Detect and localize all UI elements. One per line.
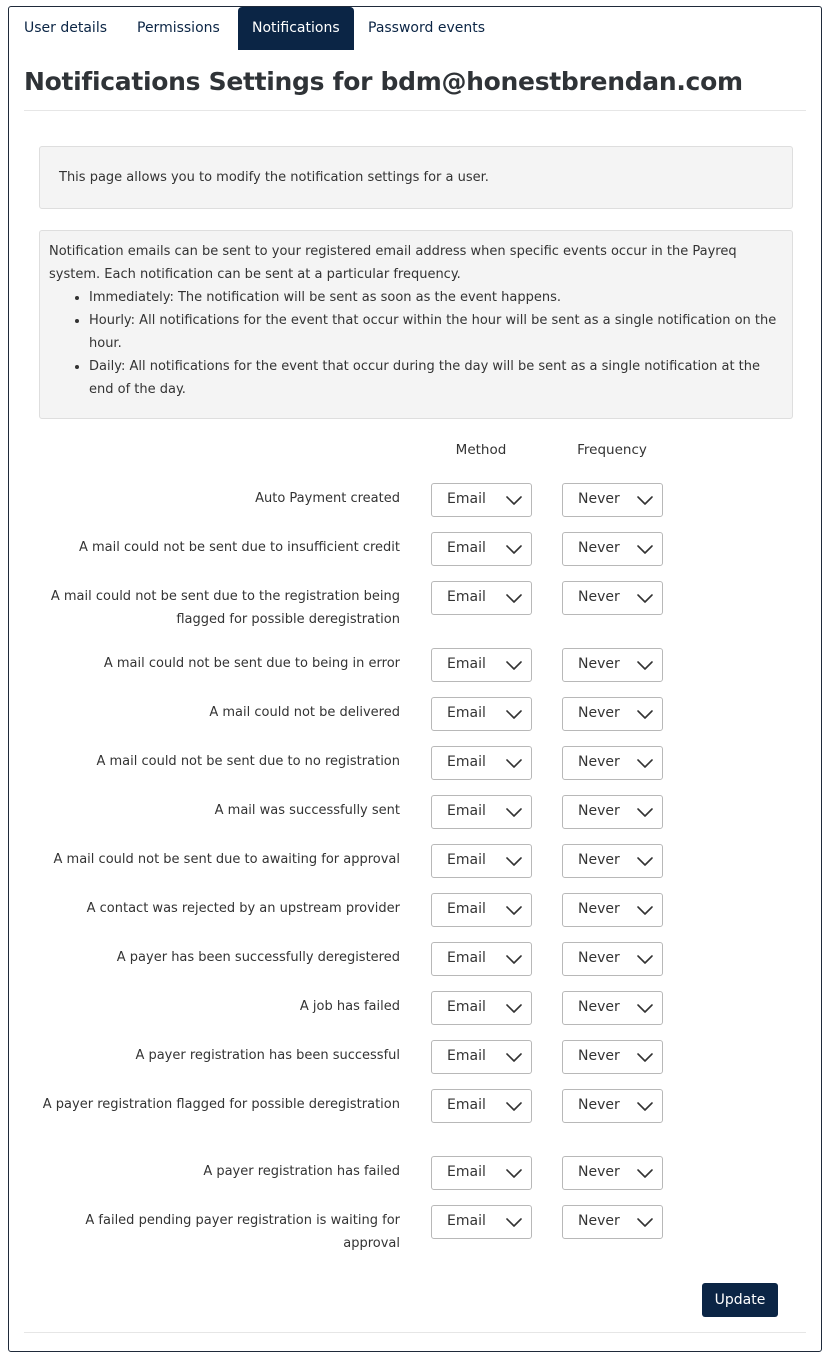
chevron-down-icon <box>636 1165 654 1183</box>
chevron-down-icon <box>505 902 523 920</box>
method-select[interactable] <box>431 1205 532 1239</box>
chevron-down-icon <box>505 657 523 675</box>
method-value: Email <box>447 540 486 556</box>
method-value: Email <box>447 950 486 966</box>
tab-notifications[interactable]: Notifications <box>238 7 354 50</box>
chevron-down-icon <box>636 951 654 969</box>
method-value: Email <box>447 901 486 917</box>
frequency-column-header: Frequency <box>577 442 647 458</box>
frequency-value: Never <box>578 540 620 556</box>
method-value: Email <box>447 705 486 721</box>
info-notice <box>39 230 793 419</box>
tab-password-events[interactable]: Password events <box>368 20 486 36</box>
notification-label: A failed pending payer registration is waiting for approval <box>85 1213 400 1251</box>
frequency-value: Never <box>578 950 620 966</box>
method-select[interactable] <box>431 532 532 566</box>
notification-label: A payer registration has failed <box>203 1164 400 1179</box>
chevron-down-icon <box>636 590 654 608</box>
method-value: Email <box>447 999 486 1015</box>
chevron-down-icon <box>636 706 654 724</box>
frequency-select[interactable] <box>562 1040 663 1074</box>
method-value: Email <box>447 852 486 868</box>
chevron-down-icon <box>636 1098 654 1116</box>
frequency-value: Never <box>578 705 620 721</box>
frequency-select[interactable] <box>562 1156 663 1190</box>
method-select[interactable] <box>431 1040 532 1074</box>
notification-label: A payer registration flagged for possible deregistration <box>42 1097 400 1112</box>
chevron-down-icon <box>636 755 654 773</box>
frequency-value: Never <box>578 1213 620 1229</box>
chevron-down-icon <box>505 590 523 608</box>
bottom-divider <box>24 1332 806 1333</box>
frequency-select[interactable] <box>562 795 663 829</box>
chevron-down-icon <box>505 1000 523 1018</box>
method-value: Email <box>447 754 486 770</box>
method-value: Email <box>447 589 486 605</box>
notification-label: A job has failed <box>299 999 400 1014</box>
chevron-down-icon <box>636 541 654 559</box>
info-paragraph: Notification emails can be sent to your registered email address when specific events occur in the Payreq system. Each notification can be sent at a particular frequency. <box>49 244 737 282</box>
chevron-down-icon <box>636 1049 654 1067</box>
chevron-down-icon <box>505 951 523 969</box>
method-select[interactable] <box>431 648 532 682</box>
intro-text: This page allows you to modify the notification settings for a user. <box>59 170 489 185</box>
notification-label: A contact was rejected by an upstream provider <box>86 901 400 916</box>
chevron-down-icon <box>505 1098 523 1116</box>
method-select[interactable] <box>431 581 532 615</box>
chevron-down-icon <box>505 706 523 724</box>
notification-label: A mail could not be sent due to being in error <box>103 656 400 671</box>
chevron-down-icon <box>505 492 523 510</box>
frequency-value: Never <box>578 901 620 917</box>
frequency-list <box>49 286 783 401</box>
frequency-value: Never <box>578 803 620 819</box>
frequency-select[interactable] <box>562 1205 663 1239</box>
chevron-down-icon <box>505 755 523 773</box>
method-column-header: Method <box>455 442 507 458</box>
frequency-value: Never <box>578 491 620 507</box>
chevron-down-icon <box>636 1000 654 1018</box>
method-value: Email <box>447 656 486 672</box>
intro-notice <box>39 146 793 209</box>
frequency-value: Never <box>578 852 620 868</box>
method-value: Email <box>447 1097 486 1113</box>
notification-label: A mail could not be sent due to insufficient credit <box>78 540 400 555</box>
notification-label: A mail could not be sent due to no registration <box>96 754 400 769</box>
frequency-value: Never <box>578 999 620 1015</box>
notification-label: A mail could not be sent due to the registration being flagged for possible deregistration <box>50 589 400 627</box>
frequency-value: Never <box>578 1164 620 1180</box>
frequency-select[interactable] <box>562 746 663 780</box>
method-select[interactable] <box>431 483 532 517</box>
method-select[interactable] <box>431 991 532 1025</box>
page-title: Notifications Settings for bdm@honestbrendan.com <box>24 67 743 96</box>
frequency-select[interactable] <box>562 991 663 1025</box>
chevron-down-icon <box>505 541 523 559</box>
method-value: Email <box>447 1048 486 1064</box>
method-select[interactable] <box>431 844 532 878</box>
frequency-value: Never <box>578 1048 620 1064</box>
chevron-down-icon <box>636 853 654 871</box>
frequency-list-item: • Daily: All notifications for the event that occur during the day will be sent as a single notification at the end of the day. <box>89 355 783 401</box>
frequency-value: Never <box>578 1097 620 1113</box>
update-button[interactable]: Update <box>702 1283 778 1317</box>
method-select[interactable] <box>431 1156 532 1190</box>
method-select[interactable] <box>431 697 532 731</box>
tab-permissions[interactable]: Permissions <box>137 20 220 36</box>
frequency-select[interactable] <box>562 483 663 517</box>
tab-user-details[interactable]: User details <box>24 20 108 36</box>
chevron-down-icon <box>636 1214 654 1232</box>
method-value: Email <box>447 803 486 819</box>
notification-label: A payer registration has been successful <box>135 1048 400 1063</box>
chevron-down-icon <box>505 853 523 871</box>
frequency-select[interactable] <box>562 581 663 615</box>
method-select[interactable] <box>431 746 532 780</box>
method-select[interactable] <box>431 893 532 927</box>
tab-bar <box>9 7 821 51</box>
chevron-down-icon <box>636 902 654 920</box>
frequency-select[interactable] <box>562 893 663 927</box>
title-divider <box>24 110 806 111</box>
frequency-select[interactable] <box>562 942 663 976</box>
method-select[interactable] <box>431 1089 532 1123</box>
chevron-down-icon <box>636 657 654 675</box>
notification-label: Auto Payment created <box>255 491 400 506</box>
chevron-down-icon <box>505 1049 523 1067</box>
frequency-value: Never <box>578 589 620 605</box>
notification-label: A payer has been successfully deregistered <box>116 950 400 965</box>
method-select[interactable] <box>431 942 532 976</box>
frequency-select[interactable] <box>562 532 663 566</box>
frequency-value: Never <box>578 656 620 672</box>
frequency-select[interactable] <box>562 648 663 682</box>
frequency-list-item: • Immediately: The notification will be sent as soon as the event happens. <box>89 286 783 309</box>
chevron-down-icon <box>636 804 654 822</box>
chevron-down-icon <box>505 1214 523 1232</box>
method-value: Email <box>447 1164 486 1180</box>
notification-label: A mail could not be delivered <box>209 705 400 720</box>
frequency-value: Never <box>578 754 620 770</box>
method-value: Email <box>447 1213 486 1229</box>
notification-label: A mail was successfully sent <box>214 803 400 818</box>
chevron-down-icon <box>505 1165 523 1183</box>
method-value: Email <box>447 491 486 507</box>
notification-label: A mail could not be sent due to awaiting for approval <box>53 852 400 867</box>
chevron-down-icon <box>505 804 523 822</box>
frequency-select[interactable] <box>562 844 663 878</box>
frequency-select[interactable] <box>562 697 663 731</box>
frequency-select[interactable] <box>562 1089 663 1123</box>
method-select[interactable] <box>431 795 532 829</box>
chevron-down-icon <box>636 492 654 510</box>
frequency-list-item: • Hourly: All notifications for the event that occur within the hour will be sent as a single notification on the hour. <box>89 309 783 355</box>
notifications-panel <box>8 6 822 1352</box>
